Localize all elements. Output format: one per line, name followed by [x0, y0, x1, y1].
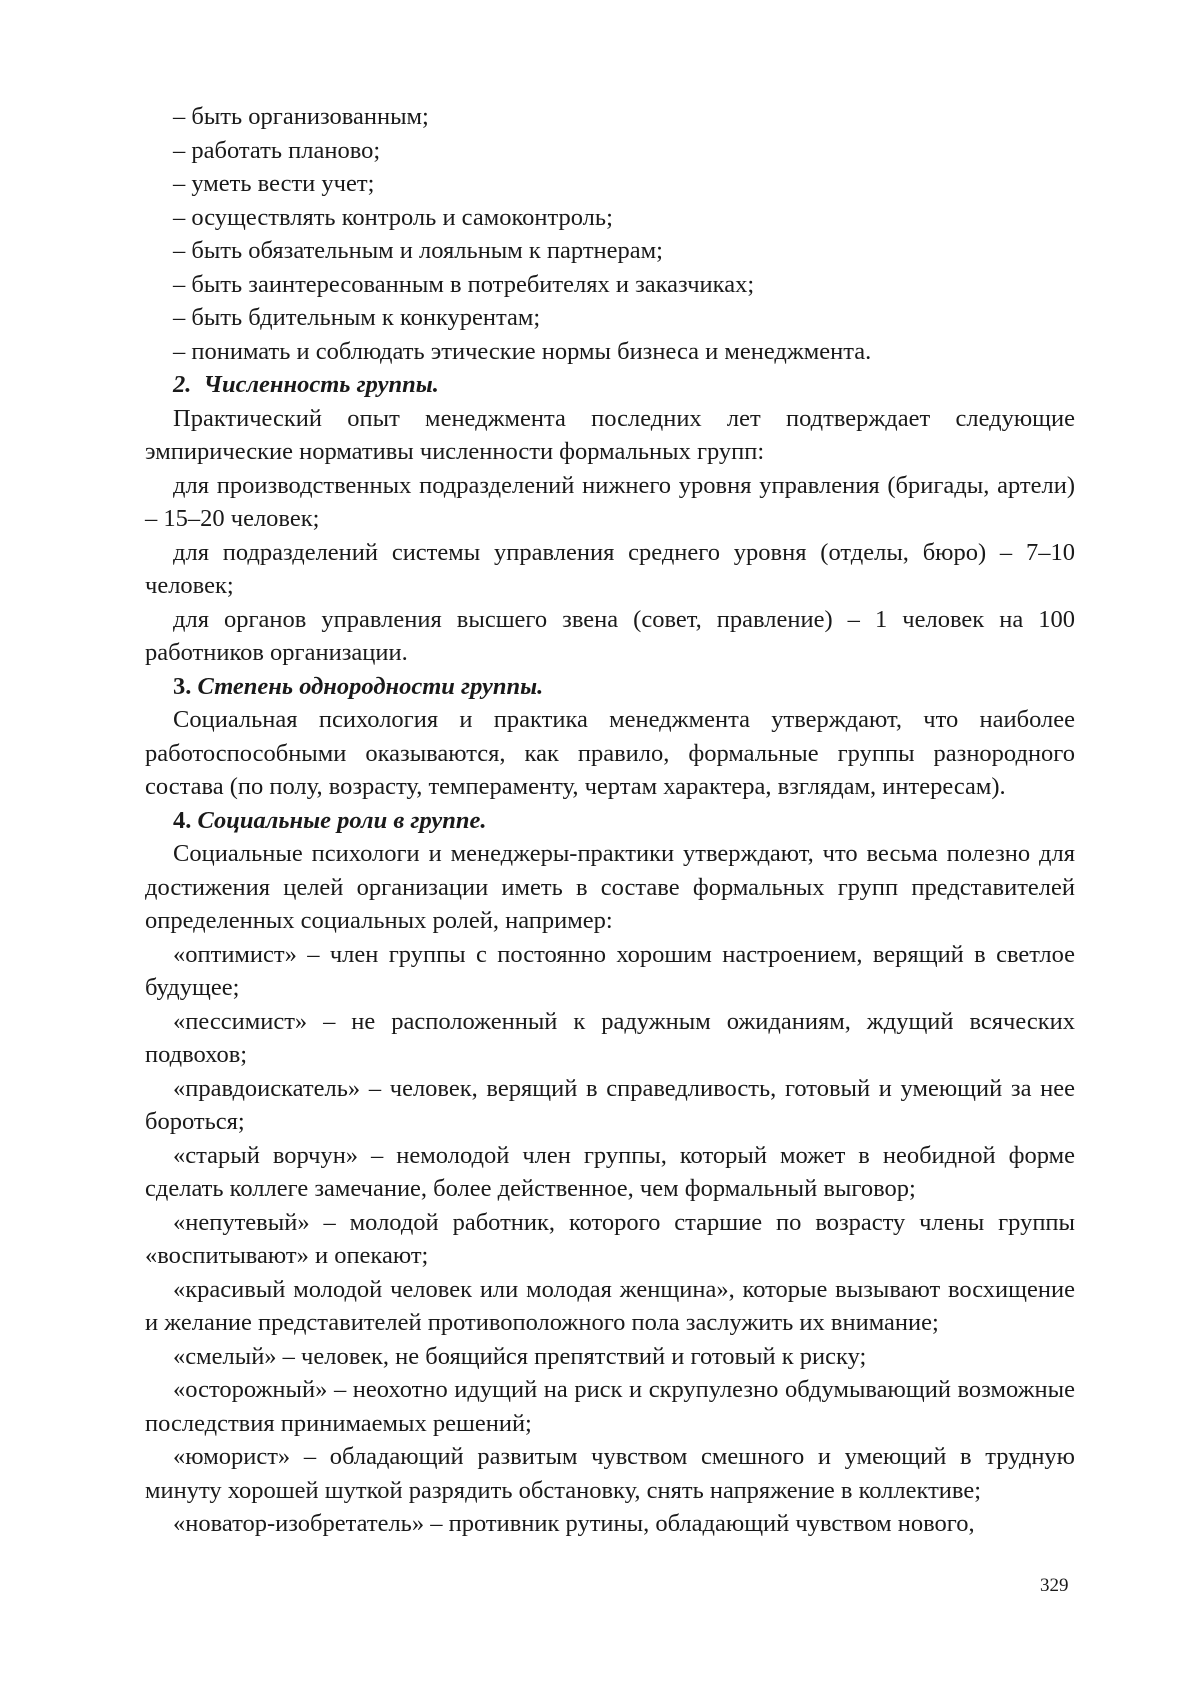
section-title: Степень однородности группы. [197, 672, 544, 700]
paragraph: Социальная психология и практика менеджмента утверждают, что наиболее работоспособными оказываются, как правило, формальные группы разнородного состава (по полу, возрасту, темпераменту, чертам характера, взглядам, интересам). [145, 706, 1075, 800]
list-item: – работать планово; [173, 136, 381, 164]
paragraph: для производственных подразделений нижнего уровня управления (бригады, артели) – 15–20 человек; [145, 471, 1075, 532]
paragraph: «смелый» – человек, не боящийся препятствий и готовый к риску; [173, 1342, 867, 1370]
paragraph: «непутевый» – молодой работник, которого старшие по возрасту члены группы «воспитывают» и опекают; [145, 1208, 1075, 1269]
page-body [145, 100, 1075, 1541]
section-number: 3. [173, 672, 192, 700]
list-item: – понимать и соблюдать этические нормы бизнеса и менеджмента. [173, 337, 872, 365]
paragraph: «правдоискатель» – человек, верящий в справедливость, готовый и умеющий за нее бороться; [145, 1074, 1075, 1135]
paragraph: Социальные психологи и менеджеры-практики утверждают, что весьма полезно для достижения целей организации иметь в составе формальных групп представителей определенных социальных ролей, например: [145, 840, 1075, 934]
section-title: Численность группы. [203, 371, 439, 398]
paragraph: «юморист» – обладающий развитым чувством смешного и умеющий в трудную минуту хорошей шуткой разрядить обстановку, снять напряжение в коллективе; [145, 1443, 1075, 1504]
paragraph: «пессимист» – не расположенный к радужным ожиданиям, ждущий всяческих подвохов; [145, 1007, 1075, 1068]
paragraph: «красивый молодой человек или молодая женщина», которые вызывают восхищение и желание представителей противоположного пола заслужить их внимание; [145, 1275, 1075, 1336]
paragraph: «новатор-изобретатель» – противник рутины, обладающий чувством нового, [173, 1510, 975, 1537]
list-item: – быть организованным; [173, 103, 429, 130]
list-item: – быть заинтересованным в потребителях и заказчиках; [173, 270, 755, 298]
section-heading-4 [145, 804, 1075, 838]
paragraph: для органов управления высшего звена (совет, правление) – 1 человек на 100 работников организации. [145, 605, 1075, 666]
paragraph: для подразделений системы управления среднего уровня (отделы, бюро) – 7–10 человек; [145, 538, 1075, 599]
paragraph: «осторожный» – неохотно идущий на риск и скрупулезно обдумывающий возможные последствия принимаемых решений; [145, 1376, 1075, 1437]
section-number: 2. [173, 371, 192, 398]
list-item: – быть бдительным к конкурентам; [173, 304, 541, 331]
page-number: 329 [1040, 1575, 1069, 1596]
list-item: – уметь вести учет; [173, 170, 375, 197]
paragraph: «старый ворчун» – немолодой член группы, который может в необидной форме сделать коллеге замечание, более действенное, чем формальный выговор; [145, 1141, 1075, 1202]
section-title: Социальные роли в группе. [197, 806, 487, 834]
list-item: – осуществлять контроль и самоконтроль; [173, 203, 613, 231]
section-heading-2 [145, 368, 1075, 402]
section-number: 4. [173, 806, 192, 834]
paragraph: «оптимист» – член группы с постоянно хорошим настроением, верящий в светлое будущее; [145, 940, 1075, 1001]
section-heading-3 [145, 670, 1075, 704]
paragraph: Практический опыт менеджмента последних лет подтверждает следующие эмпирические нормативы численности формальных групп: [145, 404, 1075, 465]
list-item: – быть обязательным и лояльным к партнерам; [173, 237, 663, 264]
